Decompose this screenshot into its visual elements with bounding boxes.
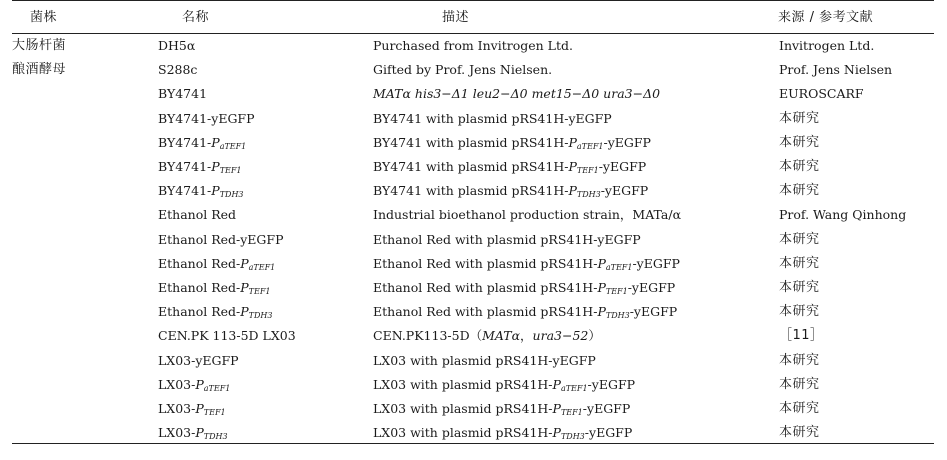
name-text: BY4741-yEGFP <box>158 110 255 126</box>
description-suffix: -yEGFP <box>629 304 678 320</box>
promoter-symbol: P <box>195 401 204 416</box>
description-suffix: -yEGFP <box>582 401 631 416</box>
description-prefix: BY4741 with plasmid pRS41H- <box>373 183 569 199</box>
table-row <box>0 300 947 324</box>
source-cell: 本研究 <box>779 134 820 150</box>
description-text: MATα his3−Δ1 leu2−Δ0 met15−Δ0 ura3−Δ0 <box>373 86 661 102</box>
header-description: 描述 <box>442 10 470 25</box>
source-cell: 本研究 <box>779 425 820 441</box>
description-text: LX03 with plasmid pRS41H-yEGFP <box>373 352 596 368</box>
promoter-symbol: P <box>552 425 561 441</box>
name-text: BY4741- <box>158 134 212 150</box>
name-text: BY4741- <box>158 183 212 199</box>
description-cell <box>373 349 596 373</box>
description-prefix: Ethanol Red with plasmid pRS41H- <box>373 304 598 320</box>
description-suffix: -yEGFP <box>600 183 649 199</box>
promoter-subscript: TDH3 <box>219 190 244 200</box>
table-row <box>0 324 947 348</box>
promoter-symbol: P <box>240 280 249 295</box>
source-cell: 本研究 <box>779 304 820 320</box>
source-cell: 本研究 <box>779 183 820 199</box>
promoter-subscript: aTEF1 <box>605 262 633 272</box>
promoter-symbol: P <box>195 376 204 392</box>
description-prefix: LX03 with plasmid pRS41H- <box>373 425 553 441</box>
header-name: 名称 <box>182 10 210 25</box>
source-cell: 本研究 <box>779 159 820 174</box>
table-row <box>0 107 947 131</box>
promoter-symbol: P <box>568 159 577 174</box>
name-cell <box>158 58 197 82</box>
table-row <box>0 421 947 445</box>
table-row <box>0 82 947 106</box>
name-text: LX03- <box>158 401 196 416</box>
description-cell <box>373 82 660 106</box>
promoter-subscript: aTEF1 <box>576 141 604 151</box>
promoter-subscript: TEF1 <box>203 408 226 417</box>
name-cell <box>158 82 207 106</box>
table-row <box>0 131 947 155</box>
table-row <box>0 179 947 203</box>
table-row <box>0 397 947 421</box>
promoter-symbol: P <box>568 134 577 150</box>
description-separator: ， <box>520 328 533 344</box>
description-prefix: BY4741 with plasmid pRS41H- <box>373 159 569 174</box>
name-text: Ethanol Red <box>158 207 237 223</box>
description-cell <box>373 203 681 227</box>
description-prefix: CEN.PK113-5D（ <box>373 328 483 344</box>
name-cell <box>158 107 255 131</box>
strain-cell: 大肠杆菌 <box>12 38 67 53</box>
promoter-subscript: aTEF1 <box>248 262 276 272</box>
promoter-subscript: TDH3 <box>248 311 273 321</box>
promoter-subscript: TDH3 <box>203 432 228 442</box>
description-cell <box>373 107 612 131</box>
description-cell <box>373 421 632 449</box>
name-text: Ethanol Red- <box>158 304 241 320</box>
promoter-symbol: P <box>211 134 220 150</box>
description-cell <box>373 228 641 252</box>
promoter-subscript: TEF1 <box>576 166 599 175</box>
name-cell <box>158 203 236 227</box>
promoter-symbol: P <box>552 376 561 392</box>
description-suffix: -yEGFP <box>584 425 633 441</box>
source-cell: Prof. Jens Nielsen <box>779 62 893 78</box>
promoter-symbol: P <box>240 304 249 320</box>
name-text: LX03- <box>158 376 196 392</box>
header-source: 来源 / 参考文献 <box>778 10 874 25</box>
promoter-subscript: TEF1 <box>248 287 271 296</box>
description-cell <box>373 34 573 58</box>
description-text: Gifted by Prof. Jens Nielsen. <box>373 62 553 78</box>
description-suffix: ） <box>588 328 601 344</box>
name-cell <box>158 228 284 252</box>
table-row <box>0 252 947 276</box>
description-text: BY4741 with plasmid pRS41H-yEGFP <box>373 110 612 126</box>
source-cell: EUROSCARF <box>779 86 864 102</box>
description-text: Purchased from Invitrogen Ltd. <box>373 38 573 53</box>
source-cell: 本研究 <box>779 255 820 271</box>
promoter-subscript: aTEF1 <box>219 141 247 151</box>
promoter-subscript: TDH3 <box>576 190 601 200</box>
name-text: DH5α <box>158 38 196 53</box>
promoter-subscript: TDH3 <box>605 311 630 321</box>
source-cell: Invitrogen Ltd. <box>779 38 875 53</box>
promoter-symbol: P <box>211 183 220 199</box>
name-text: LX03- <box>158 425 196 441</box>
table-row <box>0 373 947 397</box>
source-cell: 本研究 <box>779 352 820 368</box>
table-row <box>0 349 947 373</box>
description-prefix: BY4741 with plasmid pRS41H- <box>373 134 569 150</box>
promoter-subscript: aTEF1 <box>203 383 231 393</box>
promoter-subscript: TEF1 <box>219 166 242 175</box>
header-strain: 菌株 <box>30 10 58 25</box>
description-suffix: -yEGFP <box>603 134 651 150</box>
promoter-symbol: P <box>211 159 220 174</box>
description-text: Industrial bioethanol production strain，MATa/α <box>373 207 682 223</box>
source-cell: ［11］ <box>779 328 824 344</box>
description-prefix: LX03 with plasmid pRS41H- <box>373 401 553 416</box>
description-prefix: Ethanol Red with plasmid pRS41H- <box>373 280 598 295</box>
table-row <box>0 155 947 179</box>
description-suffix: -yEGFP <box>632 255 680 271</box>
name-text: CEN.PK 113-5D LX03 <box>158 328 296 344</box>
name-cell <box>158 349 239 373</box>
table-row <box>0 203 947 227</box>
description-cell <box>373 324 601 348</box>
genotype-mating: MATα <box>482 328 521 344</box>
source-cell: 本研究 <box>779 401 820 416</box>
promoter-symbol: P <box>552 401 561 416</box>
promoter-symbol: P <box>568 183 577 199</box>
promoter-symbol: P <box>597 255 606 271</box>
name-text: BY4741- <box>158 159 212 174</box>
table-header <box>0 6 947 30</box>
promoter-symbol: P <box>597 304 606 320</box>
promoter-subscript: TDH3 <box>560 432 585 442</box>
promoter-symbol: P <box>597 280 606 295</box>
description-prefix: Ethanol Red with plasmid pRS41H- <box>373 255 598 271</box>
table-row <box>0 228 947 252</box>
description-suffix: -yEGFP <box>627 280 676 295</box>
name-text: BY4741 <box>158 86 208 102</box>
name-text: Ethanol Red- <box>158 280 241 295</box>
description-suffix: -yEGFP <box>598 159 647 174</box>
source-cell: Prof. Wang Qinhong <box>779 207 907 223</box>
source-cell: 本研究 <box>779 110 820 126</box>
source-cell: 本研究 <box>779 231 820 247</box>
table-row <box>0 58 947 82</box>
name-text: LX03-yEGFP <box>158 352 239 368</box>
promoter-subscript: TEF1 <box>605 287 628 296</box>
description-text: Ethanol Red with plasmid pRS41H-yEGFP <box>373 231 641 247</box>
name-cell <box>158 324 296 348</box>
name-cell <box>158 421 228 449</box>
name-text: Ethanol Red- <box>158 255 241 271</box>
source-cell: 本研究 <box>779 376 820 392</box>
name-text: Ethanol Red-yEGFP <box>158 231 284 247</box>
source-cell: 本研究 <box>779 280 820 295</box>
promoter-symbol: P <box>240 255 249 271</box>
strain-cell: 酿酒酵母 <box>12 62 67 78</box>
promoter-subscript: aTEF1 <box>560 383 588 393</box>
genotype-ura: ura3−52 <box>532 328 589 344</box>
promoter-subscript: TEF1 <box>560 408 583 417</box>
table-row <box>0 276 947 300</box>
description-suffix: -yEGFP <box>587 376 636 392</box>
name-cell <box>158 34 195 58</box>
description-cell <box>373 58 552 82</box>
table-row <box>0 34 947 58</box>
name-text: S288c <box>158 62 198 78</box>
description-prefix: LX03 with plasmid pRS41H- <box>373 376 553 392</box>
promoter-symbol: P <box>195 425 204 441</box>
